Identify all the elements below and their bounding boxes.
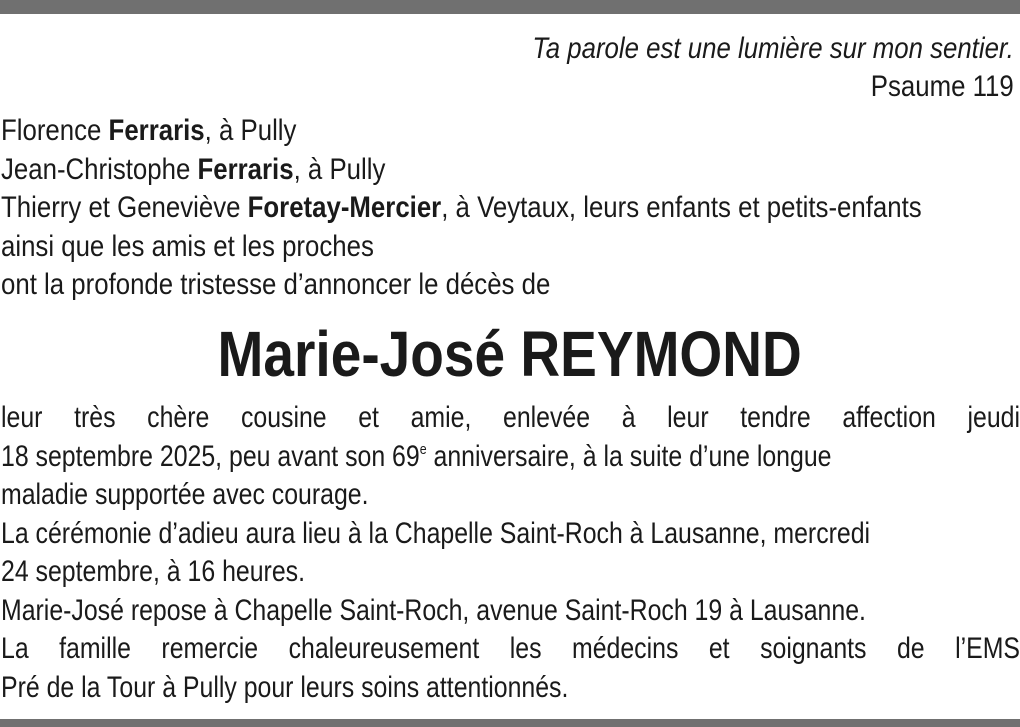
word: amie, (410, 401, 472, 434)
epigraph (454, 30, 1014, 106)
notice-line-3: maladie supportée avec courage. (1, 478, 369, 511)
last-name: Ferraris (197, 152, 294, 186)
word: très (74, 401, 116, 434)
residence: , à Pully (293, 152, 386, 186)
word: jeudi (967, 401, 1020, 434)
notice-line-2-start (1, 438, 831, 477)
epigraph-quote: Ta parole est une lumière sur mon sentier. (532, 32, 1014, 65)
word: affection (842, 401, 936, 434)
family-member (1, 151, 922, 190)
word: cousine (240, 401, 327, 434)
last-name: Foretay-Mercier (247, 191, 442, 224)
word: leur (1, 401, 43, 434)
first-name: Jean-Christophe (1, 152, 191, 186)
residence: , à Pully (204, 114, 297, 147)
repose-line: Marie-José repose à Chapelle Saint-Roch, avenue Saint-Roch 19 à Lausanne. (1, 593, 866, 627)
first-name: Thierry et Geneviève (1, 191, 241, 224)
epigraph-reference: Psaume 119 (871, 70, 1014, 103)
word: les (509, 632, 542, 665)
family-list (1, 112, 1020, 305)
word: et (358, 401, 379, 434)
word: famille (59, 632, 131, 665)
last-name: Ferraris (108, 114, 205, 147)
word: à (621, 401, 636, 434)
word: tendre (740, 401, 811, 434)
word: et (708, 632, 730, 665)
family-extra: ainsi que les amis et les proches (1, 229, 374, 263)
notice-line-2 (1, 438, 1020, 477)
notice-body (1, 399, 1020, 707)
deceased-name: Marie-José REYMOND (217, 318, 803, 390)
family-member (1, 112, 922, 151)
ordinal-suffix: e (419, 440, 427, 458)
deceased-name-block (0, 318, 1020, 390)
bottom-rule (0, 719, 1020, 727)
ceremony-line-1: La cérémonie d’adieu aura lieu à la Chapelle Saint-Roch à Lausanne, mercredi (1, 516, 871, 550)
word: enlevée (503, 401, 591, 434)
age-text: 18 septembre 2025, peu avant son 69 (1, 439, 420, 473)
word: remercie (161, 632, 259, 665)
first-name: Florence (1, 114, 102, 147)
word: médecins (572, 632, 679, 665)
word: leur (667, 401, 709, 434)
word: soignants (760, 632, 867, 665)
word: La (1, 632, 29, 665)
word: l’EMS (955, 632, 1020, 665)
notice-line-2-end: anniversaire, à la suite d’une longue (426, 439, 832, 473)
thanks-line-2: Pré de la Tour à Pully pour leurs soins attentionnés. (1, 670, 569, 704)
word: chaleureusement (288, 632, 480, 665)
word: de (896, 632, 925, 665)
family-member (1, 189, 922, 228)
notice-line-1 (1, 399, 1020, 438)
residence: , à Veytaux, leurs enfants et petits-enfants (441, 191, 922, 224)
top-rule (0, 0, 1020, 14)
word: chère (147, 401, 210, 434)
thanks-line-1 (1, 630, 1020, 669)
announcement: ont la profonde tristesse d’annoncer le décès de (1, 268, 551, 301)
ceremony-line-2: 24 septembre, à 16 heures. (1, 555, 305, 588)
